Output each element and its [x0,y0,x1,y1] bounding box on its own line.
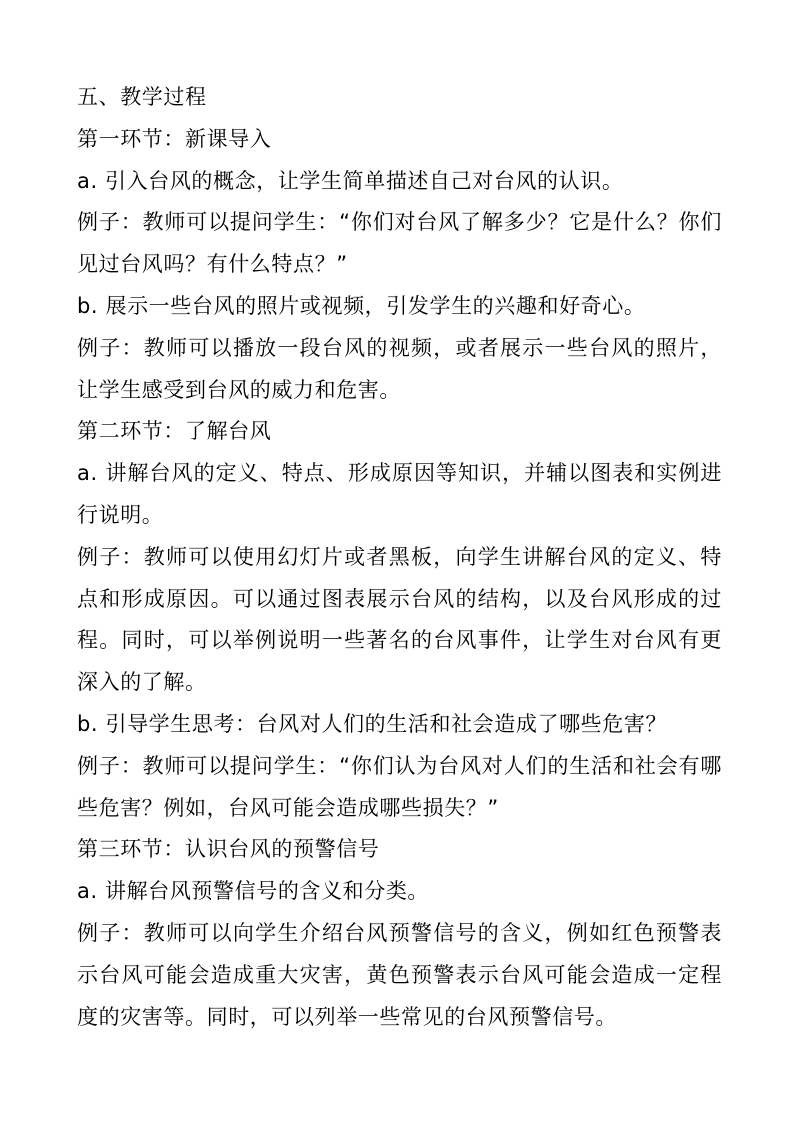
paragraph: a. 讲解台风的定义、特点、形成原因等知识，并辅以图表和实例进行说明。 [77,461,722,527]
example-paragraph: 例子：教师可以向学生介绍台风预警信号的含义，例如红色预警表示台风可能会造成重大灾害，黄色预警表示台风可能会造成一定程度的灾害等。同时，可以列举一些常见的台风预警信号。 [77,920,722,1029]
stage-heading: 第一环节：新课导入 [77,126,272,151]
paragraph: b. 引导学生思考：台风对人们的生活和社会造成了哪些危害？ [77,711,668,736]
stage-heading: 第三环节：认识台风的预警信号 [77,837,380,862]
example-paragraph: 例子：教师可以播放一段台风的视频，或者展示一些台风的照片，让学生感受到台风的威力和危害。 [77,335,722,402]
example-paragraph: 例子：教师可以使用幻灯片或者黑板，向学生讲解台风的定义、特点和形成原因。可以通过图表展示台风的结构，以及台风形成的过程。同时，可以举例说明一些著名的台风事件，让学生对台风有更深入的了解。 [77,544,722,695]
document-body [77,77,722,1038]
example-paragraph: 例子：教师可以提问学生：“你们对台风了解多少？它是什么？你们见过台风吗？有什么特点？” [77,210,722,277]
section-heading: 五、教学过程 [77,85,207,109]
paragraph: a. 讲解台风预警信号的含义和分类。 [77,879,430,904]
paragraph: b. 展示一些台风的照片或视频，引发学生的兴趣和好奇心。 [77,293,646,318]
paragraph: a. 引入台风的概念，让学生简单描述自己对台风的认识。 [77,168,624,193]
example-paragraph: 例子：教师可以提问学生：“你们认为台风对人们的生活和社会有哪些危害？例如，台风可能会造成哪些损失？” [77,753,722,820]
stage-heading: 第二环节：了解台风 [77,419,272,444]
